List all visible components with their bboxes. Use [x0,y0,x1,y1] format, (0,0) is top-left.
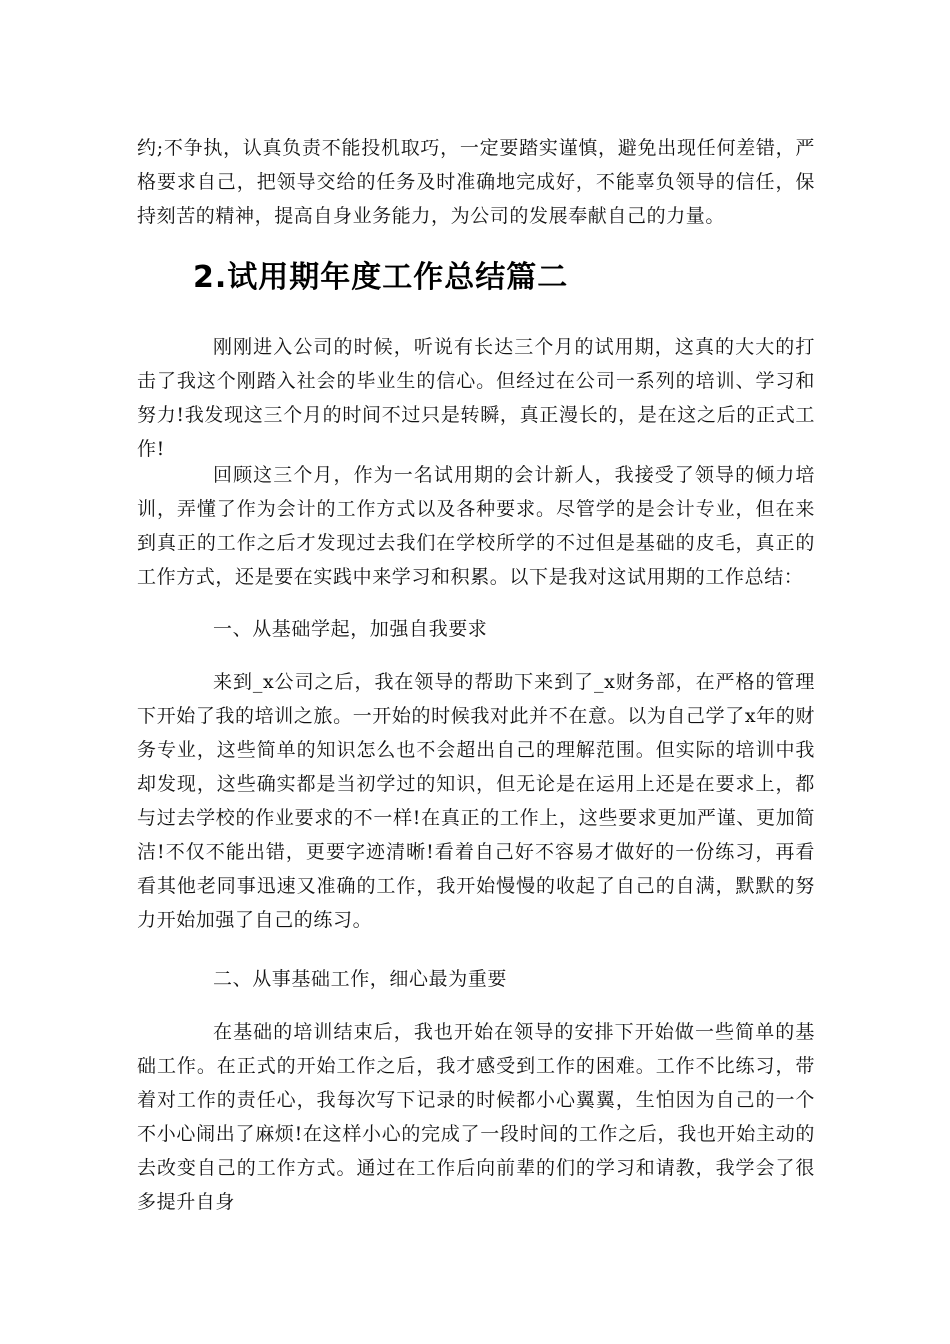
section-heading: 2.试用期年度工作总结篇二 [193,260,569,295]
paragraph-1: 刚刚进入公司的时候，听说有长达三个月的试用期，这真的大大的打击了我这个刚踏入社会的毕业生的信心。但经过在公司一系列的培训、学习和努力!我发现这三个月的时间不过只是转瞬，真正漫长的，是在这之后的正式工作! [137,336,815,460]
paragraph-2: 回顾这三个月，作为一名试用期的会计新人，我接受了领导的倾力培训，弄懂了作为会计的工作方式以及各种要求。尽管学的是会计专业，但在来到真正的工作之后才发现过去我们在学校所学的不过但是基础的皮毛，真正的工作方式，还是要在实践中来学习和积累。以下是我对这试用期的工作总结： [137,464,815,588]
intro-paragraph: 约;不争执，认真负责不能投机取巧，一定要踏实谨慎，避免出现任何差错，严格要求自己，把领导交给的任务及时准确地完成好，不能辜负领导的信任，保持刻苦的精神，提高自身业务能力，为公司的发展奉献自己的力量。 [137,137,815,227]
paragraph-3: 来到_x公司之后，我在领导的帮助下来到了_x财务部，在严格的管理下开始了我的培训之旅。一开始的时候我对此并不在意。以为自己学了x年的财务专业，这些简单的知识怎么也不会超出自己的理解范围。但实际的培训中我却发现，这些确实都是当初学过的知识，但无论是在运用上还是在要求上，都与过去学校的作业要求的不一样!在真正的工作上，这些要求更加严谨、更加简洁!不仅不能出错，更要字迹清晰!看着自己好不容易才做好的一份练习，再看看其他老同事迅速又准确的工作，我开始慢慢的收起了自己的自满，默默的努力开始加强了自己的练习。 [137,671,815,931]
subheading-1: 一、从基础学起，加强自我要求 [213,618,488,640]
paragraph-4: 在基础的培训结束后，我也开始在领导的安排下开始做一些简单的基础工作。在正式的开始工作之后，我才感受到工作的困难。工作不比练习，带着对工作的责任心，我每次写下记录的时候都小心翼翼，生怕因为自己的一个不小心闹出了麻烦!在这样小心的完成了一段时间的工作之后，我也开始主动的去改变自己的工作方式。通过在工作后向前辈的们的学习和请教，我学会了很多提升自身 [137,1021,815,1213]
subheading-2: 二、从事基础工作，细心最为重要 [213,968,508,990]
